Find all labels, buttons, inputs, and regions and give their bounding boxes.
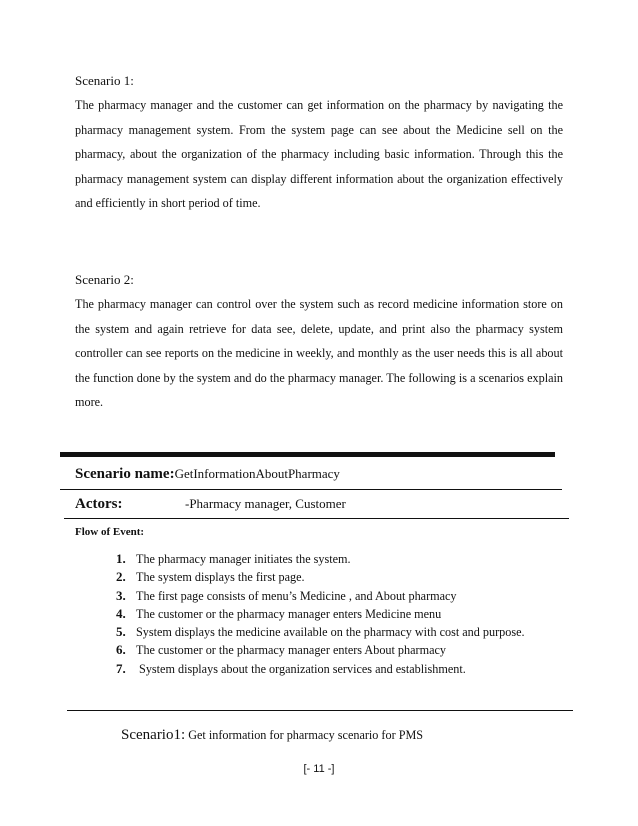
- list-item: 2. The system displays the first page.: [116, 569, 305, 585]
- scenario-1-label: Scenario 1:: [75, 73, 134, 88]
- scenario-2-label: Scenario 2:: [75, 272, 134, 287]
- scenario-2-text: The pharmacy manager can control over the system such as record medicine information store on the system and again retrieve for data see, delete, update, and print also the pharmacy system controller can see reports on the medicine in weekly, and monthly as the user needs this is all about the function done by the system and do the pharmacy manager. The following is a scenarios explain more.: [75, 297, 563, 409]
- list-item: 5. System displays the medicine available on the pharmacy with cost and purpose.: [116, 624, 525, 640]
- flow-steps-list: [116, 550, 563, 678]
- list-item: 1. The pharmacy manager initiates the system.: [116, 551, 351, 566]
- figure-caption: [121, 727, 423, 744]
- scenario-name-value: GetInformationAboutPharmacy: [174, 466, 340, 481]
- row-divider-2: [64, 518, 569, 519]
- actors-value: -Pharmacy manager, Customer: [185, 496, 346, 511]
- list-item: 3. The first page consists of menu’s Medicine , and About pharmacy: [116, 587, 457, 603]
- scenario-1-text: The pharmacy manager and the customer can get information on the pharmacy by navigating the pharmacy management system. From the system page can see about the Medicine sell on the pharmacy, about the organization of the pharmacy including basic information. Through this the pharmacy management system can display different information about the organization effectively and efficiently in short period of time.: [75, 98, 563, 210]
- list-item: 6. The customer or the pharmacy manager enters About pharmacy: [116, 642, 446, 658]
- scenario-name-row: [75, 466, 340, 483]
- table-bottom-rule: [67, 710, 573, 711]
- flow-of-event-label: Flow of Event:: [75, 526, 145, 538]
- scenario-name-label: Scenario name:: [75, 466, 175, 482]
- actors-label: Actors:: [75, 496, 123, 512]
- table-top-rule: [60, 452, 555, 457]
- list-item: 4. The customer or the pharmacy manager enters Medicine menu: [116, 605, 442, 621]
- page-number: [- 11 -]: [303, 763, 335, 775]
- caption-text: Get information for pharmacy scenario for PMS: [185, 728, 424, 742]
- actors-row: [75, 496, 346, 513]
- list-item: 7. System displays about the organization services and establishment.: [116, 660, 466, 676]
- caption-label: Scenario1:: [121, 727, 186, 743]
- row-divider-1: [60, 489, 562, 490]
